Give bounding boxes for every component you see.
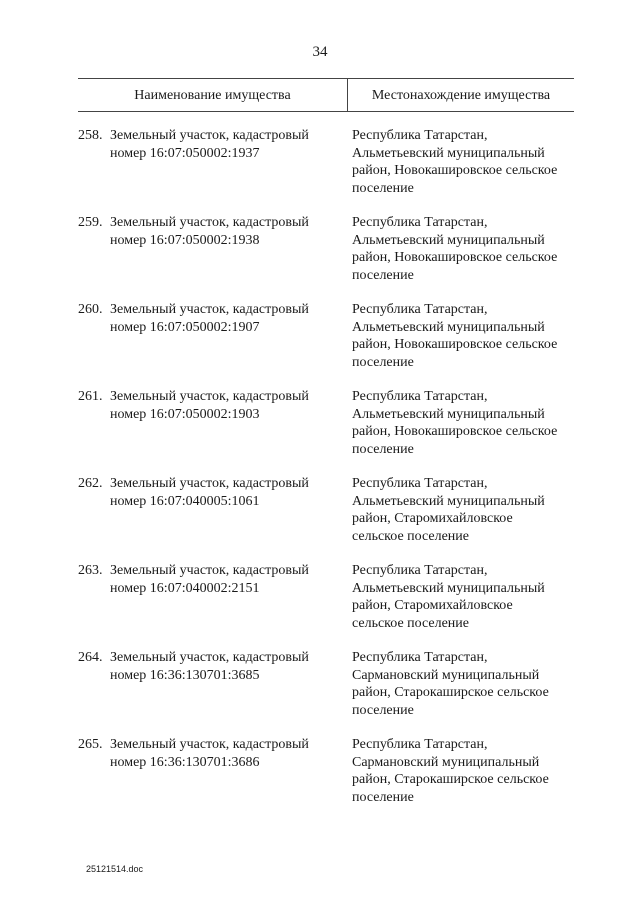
property-location-line: поселение xyxy=(352,180,414,196)
table-row xyxy=(0,214,640,301)
property-name-line: Земельный участок, кадастровый xyxy=(110,737,309,752)
row-number: 263. xyxy=(78,563,103,578)
row-number: 259. xyxy=(78,215,103,230)
property-location xyxy=(352,736,592,806)
property-name xyxy=(110,736,340,771)
page-number: 34 xyxy=(312,44,328,60)
table-row xyxy=(0,562,640,649)
property-name-line: Земельный участок, кадастровый xyxy=(110,128,309,143)
property-location xyxy=(352,301,592,371)
property-name xyxy=(110,127,340,162)
table-row xyxy=(0,301,640,388)
document-file-name: 25121514.doc xyxy=(86,864,144,874)
property-location-line: Альметьевский муниципальный xyxy=(352,406,545,422)
property-name xyxy=(110,562,340,597)
table-header xyxy=(78,78,574,112)
property-location-line: Республика Татарстан, xyxy=(352,389,488,404)
property-location-line: Республика Татарстан, xyxy=(352,650,488,665)
property-name xyxy=(110,649,340,684)
property-name-line: номер 16:07:040002:2151 xyxy=(110,580,260,596)
property-location xyxy=(352,562,592,632)
table-row xyxy=(0,475,640,562)
property-name-line: номер 16:36:130701:3686 xyxy=(110,754,260,770)
property-location-line: Альметьевский муниципальный xyxy=(352,580,545,596)
row-number: 258. xyxy=(78,128,103,143)
property-name-line: Земельный участок, кадастровый xyxy=(110,563,309,578)
table-row xyxy=(0,388,640,475)
property-location-line: район, Старомихайловское xyxy=(352,511,513,526)
property-location xyxy=(352,127,592,197)
property-name-line: Земельный участок, кадастровый xyxy=(110,302,309,317)
row-number: 261. xyxy=(78,389,103,404)
property-location xyxy=(352,214,592,284)
property-name-line: Земельный участок, кадастровый xyxy=(110,476,309,491)
property-name-line: Земельный участок, кадастровый xyxy=(110,215,309,230)
property-location-line: Альметьевский муниципальный xyxy=(352,319,545,335)
property-location-line: район, Новокашировское сельское xyxy=(352,250,558,265)
property-name-line: номер 16:36:130701:3685 xyxy=(110,667,260,683)
property-location-line: Республика Татарстан, xyxy=(352,476,488,491)
header-property-name: Наименование имущества xyxy=(134,88,291,103)
property-name-line: номер 16:07:050002:1937 xyxy=(110,145,260,161)
property-location-line: Сармановский муниципальный xyxy=(352,667,540,683)
property-location-line: район, Старомихайловское xyxy=(352,598,513,613)
table-row xyxy=(0,127,640,214)
property-name-line: номер 16:07:050002:1938 xyxy=(110,232,260,248)
row-number: 260. xyxy=(78,302,103,317)
property-list xyxy=(0,127,640,823)
property-location-line: поселение xyxy=(352,267,414,283)
table-row xyxy=(0,649,640,736)
table-row xyxy=(0,736,640,823)
property-name-line: Земельный участок, кадастровый xyxy=(110,650,309,665)
property-name xyxy=(110,301,340,336)
row-number: 262. xyxy=(78,476,103,491)
row-number: 264. xyxy=(78,650,103,665)
property-location-line: поселение xyxy=(352,702,414,718)
property-name xyxy=(110,475,340,510)
property-name-line: номер 16:07:040005:1061 xyxy=(110,493,260,509)
property-location-line: поселение xyxy=(352,441,414,457)
property-location-line: Республика Татарстан, xyxy=(352,128,488,143)
property-name xyxy=(110,388,340,423)
property-name xyxy=(110,214,340,249)
property-location xyxy=(352,388,592,458)
property-name-line: Земельный участок, кадастровый xyxy=(110,389,309,404)
property-location xyxy=(352,649,592,719)
property-location-line: район, Старокаширское сельское xyxy=(352,685,549,700)
property-location-line: Республика Татарстан, xyxy=(352,215,488,230)
property-location-line: поселение xyxy=(352,354,414,370)
header-property-location: Местонахождение имущества xyxy=(371,88,551,103)
property-name-line: номер 16:07:050002:1903 xyxy=(110,406,260,422)
property-location-line: район, Новокашировское сельское xyxy=(352,337,558,352)
property-location-line: Альметьевский муниципальный xyxy=(352,493,545,509)
property-name-line: номер 16:07:050002:1907 xyxy=(110,319,260,335)
property-location-line: поселение xyxy=(352,789,414,805)
row-number: 265. xyxy=(78,737,103,752)
property-location-line: сельское поселение xyxy=(352,615,469,631)
property-location-line: район, Новокашировское сельское xyxy=(352,163,558,178)
property-location-line: район, Старокаширское сельское xyxy=(352,772,549,787)
property-location-line: Альметьевский муниципальный xyxy=(352,232,545,248)
property-location-line: район, Новокашировское сельское xyxy=(352,424,558,439)
property-location-line: сельское поселение xyxy=(352,528,469,544)
property-location xyxy=(352,475,592,545)
property-location-line: Сармановский муниципальный xyxy=(352,754,540,770)
property-location-line: Республика Татарстан, xyxy=(352,302,488,317)
property-location-line: Республика Татарстан, xyxy=(352,563,488,578)
property-location-line: Альметьевский муниципальный xyxy=(352,145,545,161)
property-location-line: Республика Татарстан, xyxy=(352,737,488,752)
